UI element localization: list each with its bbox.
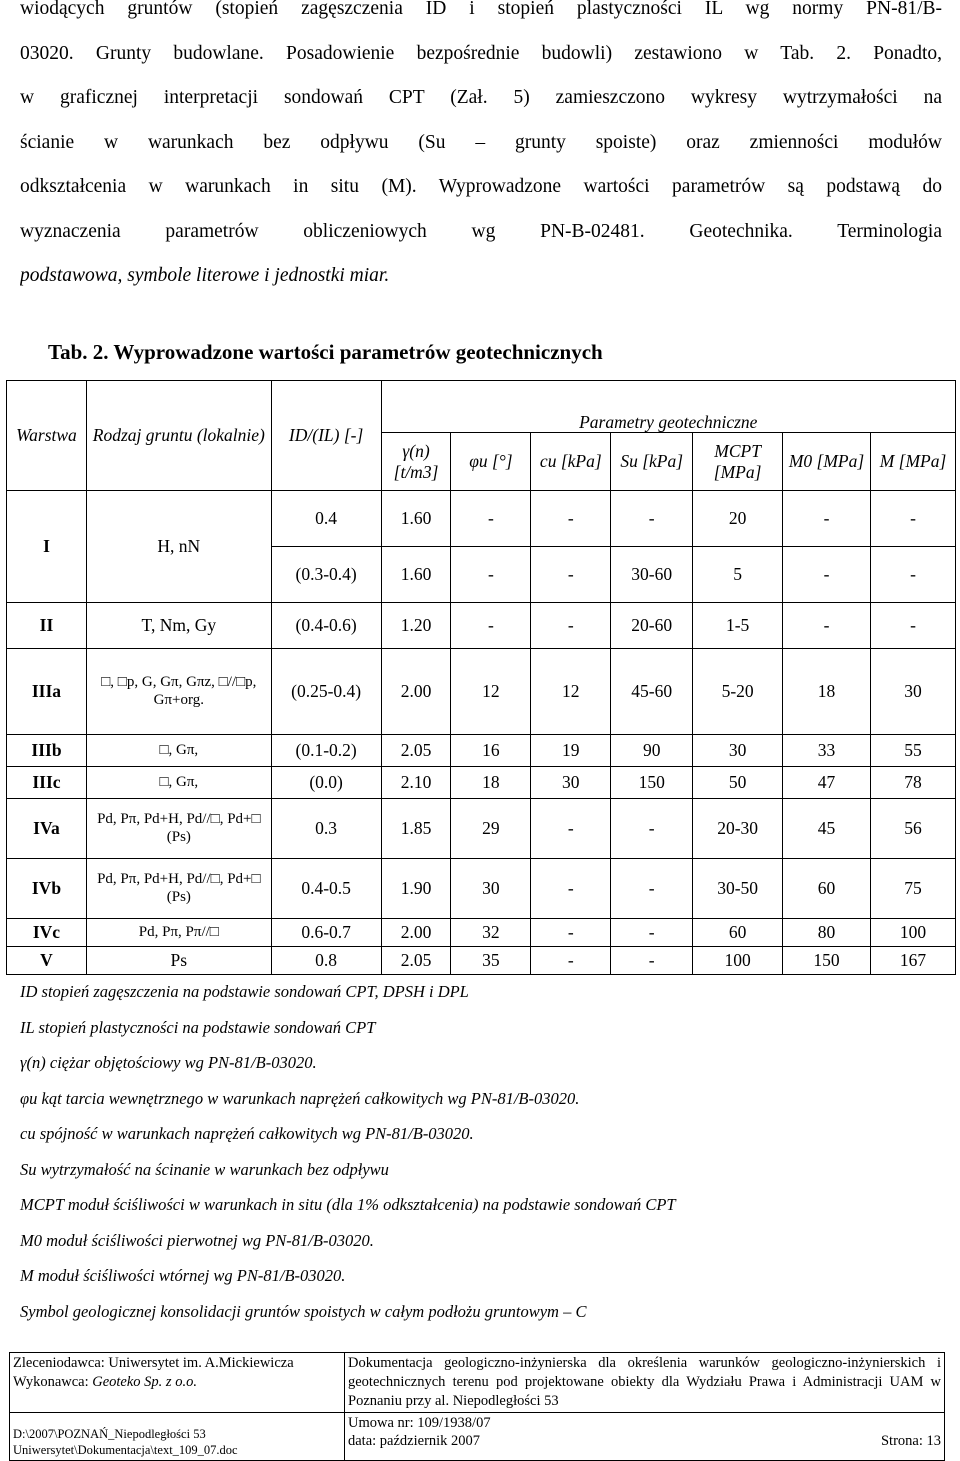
header-m0: M0 [MPa]: [783, 433, 871, 491]
header-gamma: γ(n) [t/m3]: [381, 433, 451, 491]
paragraph-line-3: w graficznej interpretacji sondowań CPT (Zał. 5) zamieszczono wykresy wytrzymałości na: [20, 87, 942, 108]
footer-contractor-label: Wykonawca:: [13, 1373, 89, 1390]
document-footer: [9, 1352, 945, 1461]
table-row: IVc Pd, Pπ, Pπ//□ 0.6-0.7 2.00 32 - - 60 80 100: [7, 919, 956, 947]
footer-path-1: D:\2007\POZNAŃ_Niepodległości 53: [13, 1427, 206, 1442]
table-row: IIIa □, □p, G, Gπ, Gπz, □//□p, Gπ+org. (0.25-0.4) 2.00 12 12 45-60 5-20 18 30: [7, 649, 956, 735]
table-row: IIIb □, Gπ, (0.1-0.2) 2.05 16 19 90 30 33 55: [7, 735, 956, 767]
footer-contractor: Geoteko Sp. z o.o.: [92, 1373, 197, 1390]
header-su: Su [kPa]: [611, 433, 693, 491]
footer-description: Dokumentacja geologiczno-inżynierska dla określenia warunków geologiczno-inżynierskich i geotechnicznych terenu pod projektowane obiekty dla Wydziału Prawa i Administracji UAM w Poznaniu przy al. Niepodległości 53: [345, 1353, 945, 1413]
legend-item: M0 moduł ściśliwości pierwotnej wg PN-81/B-03020.: [20, 1230, 374, 1250]
legend-item: Symbol geologicznej konsolidacji gruntów spoistych w całym podłożu gruntowym – C: [20, 1301, 587, 1321]
footer-page-number: Strona: 13: [880, 1433, 941, 1450]
legend-item: Su wytrzymałość na ścinanie w warunkach bez odpływu: [20, 1159, 389, 1179]
header-parametry: Parametry geotechniczne: [381, 381, 955, 433]
footer-contract: Umowa nr: 109/1938/07: [348, 1414, 491, 1431]
paragraph-line-1: wiodących gruntów (stopień zagęszczenia ID i stopień plastyczności IL wg normy PN-81/B-: [20, 0, 942, 19]
paragraph-line-4: ścianie w warunkach bez odpływu (Su – grunty spoiste) oraz zmienności modułów: [20, 131, 942, 153]
legend-item: φu kąt tarcia wewnętrznego w warunkach naprężeń całkowitych wg PN-81/B-03020.: [20, 1088, 580, 1108]
header-rodzaj: Rodzaj gruntu (lokalnie): [86, 381, 271, 491]
legend-item: MCPT moduł ściśliwości w warunkach in situ (dla 1% odkształcenia) na podstawie sondowań CPT: [20, 1195, 676, 1214]
legend-item: M moduł ściśliwości wtórnej wg PN-81/B-03020.: [20, 1266, 346, 1285]
paragraph-line-2: 03020. Grunty budowlane. Posadowienie bezpośrednie budowli) zestawiono w Tab. 2. Ponadto,: [20, 42, 942, 64]
table-row: IVb Pd, Pπ, Pd+H, Pd//□, Pd+□ (Ps) 0.4-0.5 1.90 30 - - 30-50 60 75: [7, 859, 956, 919]
header-warstwa: Warstwa: [7, 381, 87, 491]
legend-item: cu spójność w warunkach naprężeń całkowitych wg PN-81/B-03020.: [20, 1124, 474, 1143]
table-row: II T, Nm, Gy (0.4-0.6) 1.20 - - 20-60 1-5 - -: [7, 603, 956, 649]
table-row: IIIc □, Gπ, (0.0) 2.10 18 30 150 50 47 78: [7, 767, 956, 799]
table-row: V Ps 0.8 2.05 35 - - 100 150 167: [7, 947, 956, 975]
table-row: (0.3-0.4) 1.60 - - 30-60 5 - -: [7, 547, 956, 603]
paragraph-line-6: wyznaczenia parametrów obliczeniowych wg PN-B-02481. Geotechnika. Terminologia: [20, 220, 942, 242]
intro-paragraph: [20, 0, 942, 299]
table-legend: [20, 982, 676, 1337]
table-row: IVa Pd, Pπ, Pd+H, Pd//□, Pd+□ (Ps) 0.3 1.85 29 - - 20-30 45 56: [7, 799, 956, 859]
table-caption: Tab. 2. Wyprowadzone wartości parametrów geotechnicznych: [48, 340, 603, 364]
geotechnical-parameters-table: [6, 380, 956, 975]
legend-item: γ(n) ciężar objętościowy wg PN-81/B-03020.: [20, 1053, 317, 1072]
paragraph-line-7: podstawowa, symbole literowe i jednostki miar.: [20, 265, 390, 286]
footer-path-2: Uniwersytet\Dokumentacja\text_109_07.doc: [13, 1443, 238, 1458]
header-m: M [MPa]: [870, 433, 955, 491]
legend-item: IL stopień plastyczności na podstawie sondowań CPT: [20, 1017, 376, 1037]
table-row: I H, nN 0.4 1.60 - - - 20 - -: [7, 491, 956, 547]
legend-item: ID stopień zagęszczenia na podstawie sondowań CPT, DPSH i DPL: [20, 982, 469, 1001]
footer-date: data: październik 2007: [348, 1433, 481, 1450]
footer-client: Zleceniodawca: Uniwersytet im. A.Mickiewicza: [13, 1355, 294, 1371]
header-mcpt: MCPT [MPa]: [693, 433, 783, 491]
header-cu: cu [kPa]: [531, 433, 611, 491]
header-id-il: ID/(IL) [-]: [271, 381, 381, 491]
header-phi: φu [°]: [451, 433, 531, 491]
paragraph-line-5: odkształcenia w warunkach in situ (M). Wyprowadzone wartości parametrów są podstawą do: [20, 176, 942, 197]
